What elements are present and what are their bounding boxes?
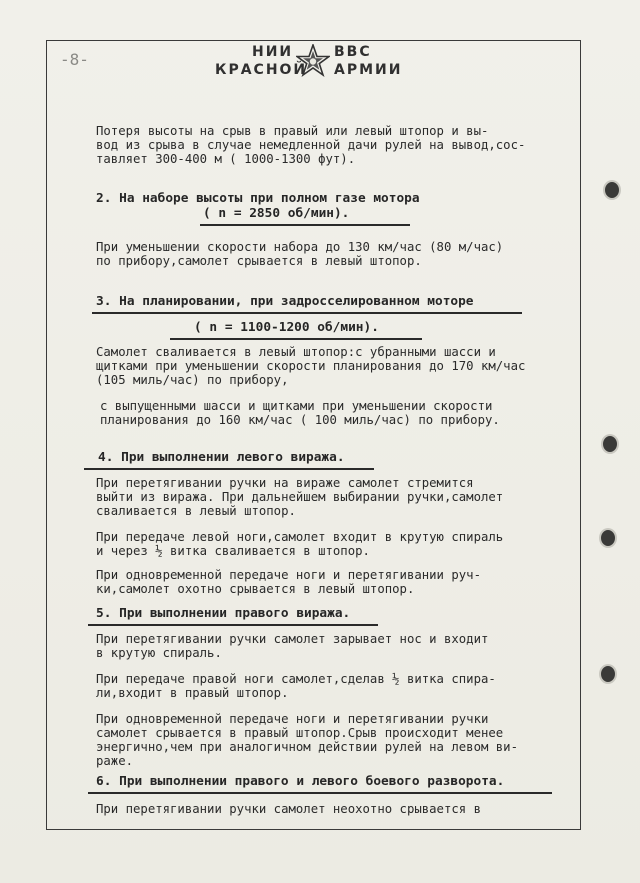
- paragraph-right-turn-rudder: При передаче правой ноги самолет,сделав ½ витка спира- ли,входит в правый штопор.: [96, 672, 496, 700]
- header-vvs: ВВС: [334, 44, 372, 60]
- paragraph-combat-turn: При перетягивании ручки самолет неохотно срывается в: [96, 802, 481, 816]
- paragraph-left-turn-stick: При перетягивании ручки на вираже самолет стремится выйти из виража. При дальнейшем выбирании ручки,самолет сваливается в левый штопор.: [96, 476, 504, 518]
- star-emblem-icon: [296, 44, 330, 78]
- page-number: -8-: [60, 50, 89, 69]
- header-krasnoy: КРАСНОЙ: [215, 62, 308, 78]
- section-2-subheading: ( n = 2850 об/мин).: [203, 206, 350, 221]
- section-3-heading: 3. На планировании, при задросселированном моторе: [96, 294, 474, 309]
- section-5-heading: 5. При выполнении правого виража.: [96, 606, 351, 621]
- header-armii: АРМИИ: [334, 62, 403, 78]
- punch-hole: [601, 434, 619, 454]
- header-nii: НИИ: [252, 44, 294, 60]
- punch-hole: [599, 528, 617, 548]
- section-2-heading: 2. На наборе высоты при полном газе мотора: [96, 191, 420, 206]
- paragraph-height-loss: Потеря высоты на срыв в правый или левый штопор и вы- вод из срыва в случае немедленной дачи рулей на вывод,сос- тавляет 300-400 м ( 1000-1300 фут).: [96, 124, 526, 166]
- punch-hole: [603, 180, 621, 200]
- section-3-underline: [92, 312, 522, 314]
- section-6-underline: [88, 792, 552, 794]
- paragraph-right-turn-combined: При одновременной передаче ноги и перетягивании ручки самолет срывается в правый штопор.Срыв происходит менее энергично,чем при аналогичном действии рулей на левом ви- раже.: [96, 712, 518, 768]
- section-5-underline: [88, 624, 378, 626]
- paragraph-glide-gear-down: с выпущенными шасси и щитками при уменьшении скорости планирования до 160 км/час ( 100 миль/час) по прибору.: [100, 399, 500, 427]
- section-6-heading: 6. При выполнении правого и левого боевого разворота.: [96, 774, 505, 789]
- section-4-underline: [84, 468, 374, 470]
- paragraph-glide-gear-up: Самолет сваливается в левый штопор:с убранными шасси и щитками при уменьшении скорости планирования до 170 км/час (105 миль/час) по прибору,: [96, 345, 526, 387]
- paragraph-left-turn-rudder: При передаче левой ноги,самолет входит в крутую спираль и через ½ витка сваливается в штопор.: [96, 530, 504, 558]
- section-4-heading: 4. При выполнении левого виража.: [98, 450, 345, 465]
- section-3-subheading: ( n = 1100-1200 об/мин).: [194, 320, 379, 335]
- section-2-underline: [200, 224, 410, 226]
- paragraph-climb-speed: При уменьшении скорости набора до 130 км/час (80 м/час) по прибору,самолет срывается в левый штопор.: [96, 240, 504, 268]
- paragraph-right-turn-stick: При перетягивании ручки самолет зарывает нос и входит в крутую спираль.: [96, 632, 489, 660]
- section-3-sub-underline: [170, 338, 422, 340]
- punch-hole: [599, 664, 617, 684]
- paragraph-left-turn-combined: При одновременной передаче ноги и перетягивании руч- ки,самолет охотно срывается в левый штопор.: [96, 568, 481, 596]
